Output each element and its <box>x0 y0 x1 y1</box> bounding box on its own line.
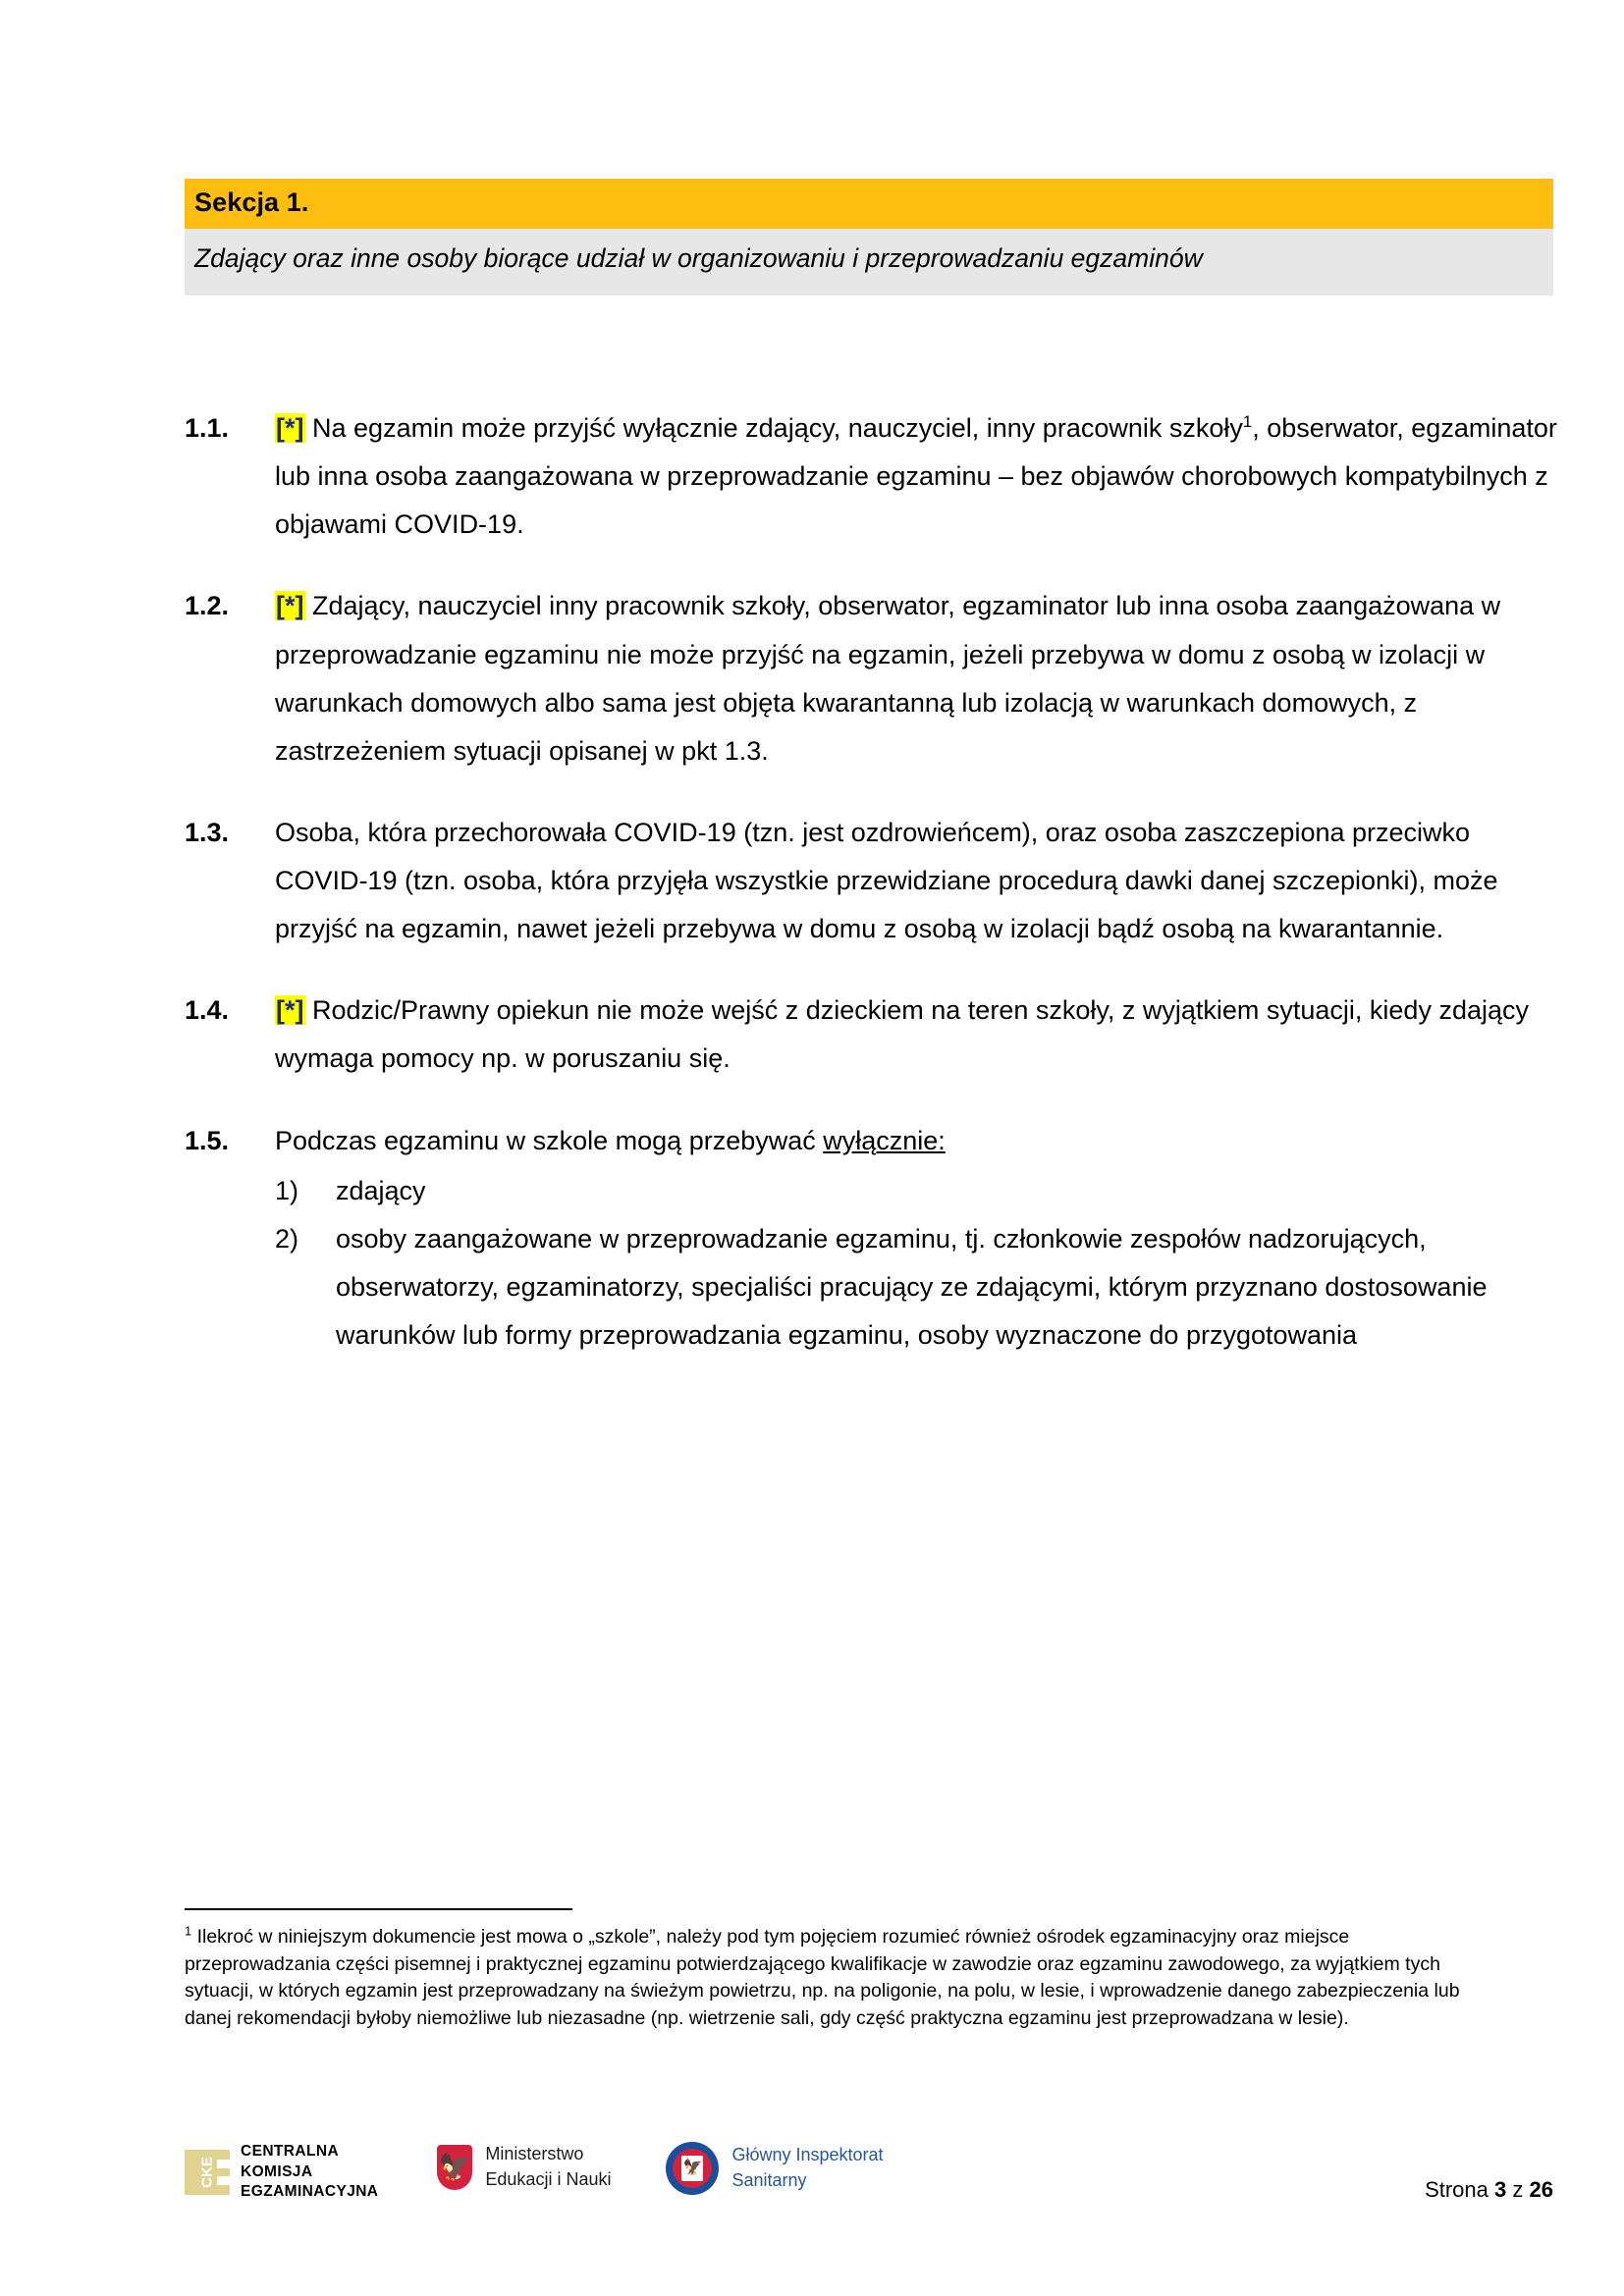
list-item <box>185 404 1559 549</box>
mein-line-1: Ministerstwo <box>485 2144 584 2163</box>
cke-line-3: EGZAMINACYJNA <box>241 2183 379 2201</box>
numbered-item-list <box>185 404 1559 1393</box>
section-header <box>185 179 1553 295</box>
mein-line-2: Edukacji i Nauki <box>485 2168 612 2189</box>
footnote-number: 1 <box>185 1923 192 1939</box>
item-text-part1: Na egzamin może przyjść wyłącznie zdający, nauczyciel, inny pracownik szkoły <box>312 413 1243 443</box>
page-label: Strona <box>1425 2177 1489 2202</box>
item-body <box>275 987 1559 1083</box>
sub-item-marker: 2) <box>275 1223 299 1254</box>
sub-list-item <box>275 1215 1559 1360</box>
asterisk-marker-icon: [*] <box>276 995 304 1026</box>
item-number: 1.5. <box>185 1125 230 1155</box>
item-body <box>275 582 1559 775</box>
section-title: Sekcja 1. <box>185 179 1553 229</box>
footer-logos <box>185 2142 1559 2203</box>
footnote-content: Ilekroć w niniejszym dokumencie jest mowa o „szkole”, należy pod tym pojęciem rozumieć również ośrodek egzaminacyjny oraz miejsce przeprowadzania części pisemnej i praktycznej egzaminu potwierdzającego kwalifikacje w zawodzie oraz egzaminu zawodowego, za wyjątkiem tych sytuacji, w których egzamin jest przeprowadzany na świeżym powietrzu, np. na poligonie, na polu, w lesie, i wprowadzenie danego zabezpieczenia lub danej rekomendacji byłoby niemożliwe lub niezasadne (np. wietrzenie sali, gdy część praktyczna egzaminu jest przeprowadzana w lesie). <box>185 1926 1460 2030</box>
logo-cke <box>185 2142 378 2203</box>
item-text: Osoba, która przechorowała COVID-19 (tzn. jest ozdrowieńcem), oraz osoba zaszczepiona przeciwko COVID-19 (tzn. osoba, która przyjęła wszystkie przewidziane procedurą dawki danej szczepionki), może przyjść na egzamin, nawet jeżeli przebywa w domu z osobą w izolacji bądź osobą na kwarantannie. <box>275 817 1498 944</box>
polish-eagle-shield-icon <box>437 2145 472 2190</box>
cke-line-1: CENTRALNA <box>241 2143 340 2160</box>
item-number: 1.2. <box>185 591 230 621</box>
footnote-body <box>185 1924 1490 2033</box>
footnote-block <box>185 1908 1490 2033</box>
footnote-separator <box>185 1908 572 1910</box>
cke-line-2: KOMISJA <box>241 2163 313 2180</box>
logo-gis <box>666 2142 883 2195</box>
sub-list <box>275 1167 1559 1361</box>
asterisk-marker-icon: [*] <box>276 413 304 443</box>
footnote-reference: 1 <box>1242 412 1253 431</box>
sub-item-marker: 1) <box>275 1175 299 1205</box>
cke-emblem-icon <box>185 2150 230 2195</box>
item-lead-text: Podczas egzaminu w szkole mogą przebywać <box>275 1125 824 1155</box>
seal-eagle-glyph-icon: 🦅 <box>682 2160 703 2176</box>
list-item <box>185 987 1559 1083</box>
page-total: 26 <box>1529 2177 1553 2202</box>
sanitary-inspection-seal-icon <box>666 2142 719 2195</box>
gis-line-1: Główny Inspektorat <box>731 2145 884 2165</box>
logo-mein <box>437 2142 611 2192</box>
item-number: 1.4. <box>185 995 230 1026</box>
cke-notch-top <box>217 2160 230 2168</box>
seal-plate <box>681 2156 703 2181</box>
item-text-part2: , obserwator, egzaminator lub inna osoba zaangażowana w przeprowadzanie egzaminu – bez objawów chorobowych kompatybilnych z objawami COVID-19. <box>275 413 1557 540</box>
eagle-glyph-icon: 🦅 <box>438 2152 472 2182</box>
sub-list-item <box>275 1167 1559 1215</box>
page-of-label: z <box>1512 2177 1524 2202</box>
page-number <box>1425 2177 1553 2203</box>
sub-item-text: zdający <box>336 1175 426 1205</box>
list-item <box>185 582 1559 775</box>
list-item <box>185 809 1559 953</box>
mein-wordmark <box>485 2142 611 2192</box>
item-body <box>275 809 1559 953</box>
gis-wordmark <box>731 2143 883 2194</box>
list-item <box>185 1117 1559 1361</box>
item-lead-emphasis: wyłącznie: <box>823 1125 946 1155</box>
cke-monogram: CKE <box>198 2157 216 2188</box>
gis-line-2: Sanitarny <box>731 2170 807 2190</box>
cke-notch-bottom <box>217 2176 230 2185</box>
page-current: 3 <box>1494 2177 1507 2202</box>
item-body <box>275 1117 1559 1361</box>
item-text: Zdający, nauczyciel inny pracownik szkoły, obserwator, egzaminator lub inna osoba zaangażowana w przeprowadzanie egzaminu nie może przyjść na egzamin, jeżeli przebywa w domu z osobą w izolacji w warunkach domowych albo sama jest objęta kwarantanną lub izolacją w warunkach domowych, z zastrzeżeniem sytuacji opisanej w pkt 1.3. <box>275 591 1501 766</box>
item-body <box>275 404 1559 549</box>
item-number: 1.3. <box>185 817 230 847</box>
item-text: Rodzic/Prawny opiekun nie może wejść z dzieckiem na teren szkoły, z wyjątkiem sytuacji, kiedy zdający wymaga pomocy np. w poruszaniu się. <box>275 995 1529 1074</box>
sub-item-text: osoby zaangażowane w przeprowadzanie egzaminu, tj. członkowie zespołów nadzorujących, obserwatorzy, egzaminatorzy, specjaliści pracujący ze zdającymi, którym przyznano dostosowanie warunków lub formy przeprowadzania egzaminu, osoby wyznaczone do przygotowania <box>336 1223 1488 1350</box>
item-number: 1.1. <box>185 413 230 443</box>
section-subtitle: Zdający oraz inne osoby biorące udział w organizowaniu i przeprowadzaniu egzaminów <box>185 229 1553 295</box>
asterisk-marker-icon: [*] <box>276 591 304 621</box>
cke-wordmark <box>241 2142 378 2203</box>
